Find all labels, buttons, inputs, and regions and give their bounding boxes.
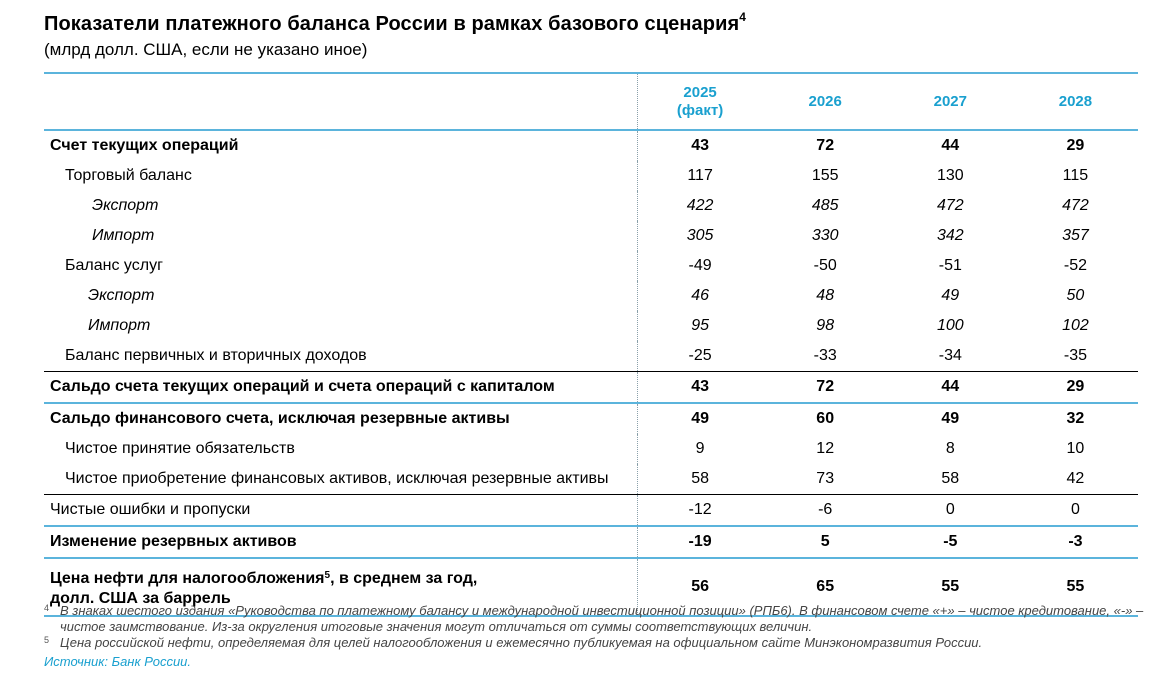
cell-value: 44 [941,137,960,154]
cell-value: 72 [763,372,888,404]
title-text: Показатели платежного баланса России в рамках базового сценария [44,13,740,35]
cell-value: 100 [936,317,964,334]
cell-value: -3 [1013,526,1138,558]
page-title [44,10,746,36]
row-label: Чистое приобретение финансовых активов, исключая резервные активы [65,470,609,487]
footnote-text: В знаках шестого издания «Руководства по платежному балансу и международной инвестиционной позиции» (РПБ6). В финансовом счете «+» – чистое кредитование, «-» – чистое заимствование. Из-за округления итоговые значения могут отличаться от суммы соответствующих величин. [60,603,1144,634]
table-row [44,311,1138,341]
footnote-4 [44,603,1144,635]
cell-value: 44 [888,372,1013,404]
cell-value: 43 [637,130,763,161]
table-row [44,495,1138,527]
cell-value: 49 [888,403,1013,434]
table-row [44,464,1138,495]
table-row [44,251,1138,281]
cell-value: -25 [637,341,763,372]
cell-value: 8 [945,440,955,457]
cell-value: 73 [816,470,835,487]
cell-value: 342 [936,227,964,244]
cell-value: -5 [888,526,1013,558]
cell-value: 58 [941,470,960,487]
cell-value: 0 [1013,495,1138,527]
row-label: Импорт [92,227,155,244]
table-row [44,161,1138,191]
cell-value: 29 [1013,372,1138,404]
cell-value: 95 [637,311,763,341]
cell-value: 56 [637,558,763,616]
header-year-2027: 2027 [888,73,1013,130]
table-row [44,403,1138,434]
table-row [44,341,1138,372]
cell-value: 72 [816,137,835,154]
header-label-cell [44,73,637,130]
row-label: Торговый баланс [65,167,192,184]
cell-value: 10 [1066,440,1085,457]
cell-value: -51 [938,257,962,274]
cell-value: -34 [938,347,962,364]
row-label: Изменение резервных активов [44,526,637,558]
row-label: Цена нефти для налогообложения$^5$, в среднем за год, долл. США за баррель [44,558,637,616]
footnote-mark: 5 [44,635,50,645]
cell-value: 9 [637,434,763,464]
balance-table [44,72,1138,617]
cell-value: 485 [811,197,839,214]
row-label: Сальдо финансового счета, исключая резервные активы [44,403,637,434]
table-row [44,130,1138,161]
header-row [44,73,1138,130]
cell-value: -49 [637,251,763,281]
cell-value: 155 [811,167,839,184]
row-label: Экспорт [88,287,155,304]
cell-value: 0 [888,495,1013,527]
cell-value: -12 [637,495,763,527]
cell-value: -19 [637,526,763,558]
cell-value: -33 [813,347,837,364]
footnote-mark: 4 [44,603,50,613]
header-year-2025: 2025 (факт) [637,73,763,130]
row-label: Сальдо счета текущих операций и счета операций с капиталом [44,372,637,404]
row-label: Чистое принятие обязательств [65,440,295,457]
cell-value: 472 [1062,197,1089,214]
row-label: Баланс услуг [65,257,163,274]
cell-value: 49 [941,287,960,304]
cell-value: 102 [1062,317,1089,334]
cell-value: 48 [816,287,835,304]
cell-value: 472 [936,197,964,214]
footnote-mark: 5 [324,569,331,581]
source-note: Источник: Банк России. [44,654,192,669]
cell-value: 29 [1066,137,1085,154]
cell-value: 98 [816,317,835,334]
cell-value: 32 [1013,403,1138,434]
row-label: Баланс первичных и вторичных доходов [65,347,367,364]
cell-value: 5 [763,526,888,558]
cell-value: 422 [637,191,763,221]
cell-value: 130 [936,167,964,184]
footnote-text: Цена российской нефти, определяемая для целей налогообложения и ежемесячно публикуемая на официальном сайте Минэкономразвития России. [60,635,983,650]
cell-value: -50 [813,257,837,274]
cell-value: 305 [637,221,763,251]
table-row [44,221,1138,251]
cell-value: 357 [1062,227,1089,244]
table-row [44,281,1138,311]
table-row [44,191,1138,221]
footnotes [44,603,1144,670]
cell-value: 60 [763,403,888,434]
cell-value: 117 [637,161,763,191]
header-year-2028: 2028 [1013,73,1138,130]
cell-value: 50 [1066,287,1085,304]
table-row [44,434,1138,464]
page-subtitle: (млрд долл. США, если не указано иное) [44,40,368,59]
cell-value: 65 [763,558,888,616]
cell-value: -6 [763,495,888,527]
row-label: Чистые ошибки и пропуски [44,495,637,527]
row-label: Счет текущих операций [50,137,239,154]
cell-value: 115 [1062,167,1089,184]
table-row [44,526,1138,558]
header-year-2026: 2026 [763,73,888,130]
cell-value: 55 [888,558,1013,616]
cell-value: 43 [637,372,763,404]
cell-value: 330 [811,227,839,244]
cell-value: 46 [637,281,763,311]
title-footnote-mark: 4 [739,10,747,24]
cell-value: -52 [1063,257,1087,274]
cell-value: 58 [637,464,763,495]
cell-value: 42 [1066,470,1085,487]
table-row [44,372,1138,404]
row-label: Экспорт [92,197,159,214]
cell-value: 12 [816,440,835,457]
footnote-5 [44,635,1144,651]
cell-value: 55 [1013,558,1138,616]
row-label: Импорт [88,317,151,334]
cell-value: -35 [1063,347,1087,364]
cell-value: 49 [637,403,763,434]
